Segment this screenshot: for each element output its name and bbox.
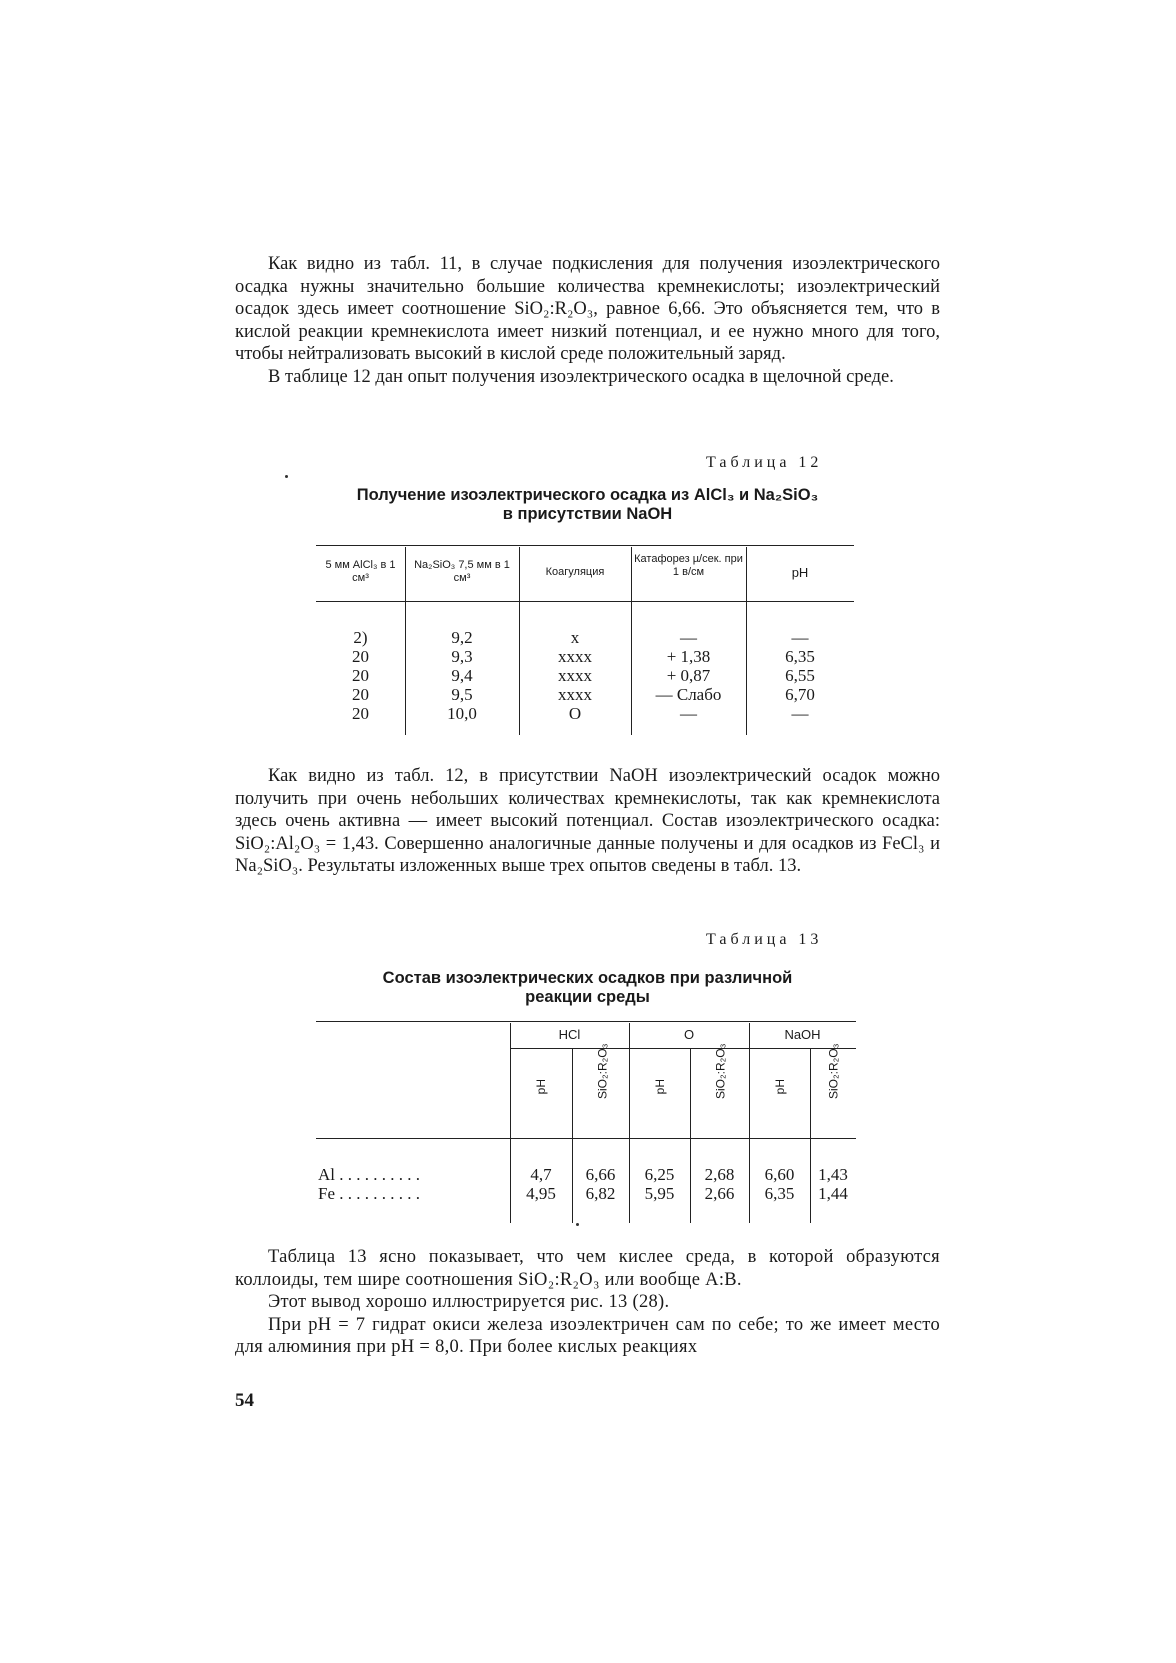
table13-row-label: Fe . . . . . . . . . . xyxy=(318,1184,420,1203)
table13-cell: 2,66 xyxy=(704,1184,735,1203)
table12-cell: 9,2 xyxy=(451,628,473,647)
table13-cell: 4,7 xyxy=(530,1165,552,1184)
table13-subheader: SiO₂:R₂O₃ xyxy=(713,1043,728,1100)
table13-row-label: Al . . . . . . . . . . xyxy=(318,1165,420,1184)
table13-cell: 6,82 xyxy=(585,1184,616,1203)
table12-cell: xxxx xyxy=(558,647,592,666)
table12-header-ph: pH xyxy=(791,565,809,580)
table12-cell: 20 xyxy=(352,704,369,723)
table12-cell: 9,3 xyxy=(451,647,473,666)
table13-cell: 1,43 xyxy=(818,1165,848,1184)
table12-cell: — xyxy=(791,704,809,723)
table12-cell: 9,4 xyxy=(451,666,473,685)
table13-group-hcl: HCl xyxy=(558,1027,581,1042)
scan-speck xyxy=(576,1223,579,1226)
table13-subheader: SiO₂:R₂O₃ xyxy=(826,1043,841,1100)
table12-cell: + 0,87 xyxy=(666,666,711,685)
table13-title xyxy=(260,969,915,1007)
table12-cell: xxxx xyxy=(558,685,592,704)
table12-cell: 20 xyxy=(352,685,369,704)
table13-group-naoh: NaOH xyxy=(784,1027,821,1042)
table12-cell: — xyxy=(680,628,697,647)
table12-cell: 2) xyxy=(353,628,368,647)
table13-cell: 1,44 xyxy=(818,1184,848,1203)
table12-cell: xxxx xyxy=(558,666,592,685)
table12-cell: 6,70 xyxy=(785,685,815,704)
table12-cell: O xyxy=(568,704,582,723)
page-number: 54 xyxy=(235,1390,254,1411)
table12-title-line2: в присутствии NaOH xyxy=(502,505,673,523)
table13-cell: 6,60 xyxy=(764,1165,795,1184)
table12-cell: 9,5 xyxy=(451,685,473,704)
table12-cell: 6,55 xyxy=(785,666,815,685)
table12-cell: 6,35 xyxy=(785,647,815,666)
table13-title-line1: Состав изоэлектрических осадков при различной xyxy=(382,969,793,987)
table12-caption: Таблица 12 xyxy=(706,454,823,471)
table12-title-line1: Получение изоэлектрического осадка из AlCl₃ и Na₂SiO₃ xyxy=(356,486,819,504)
table12-cell: 10,0 xyxy=(447,704,477,723)
middle-paragraph: Как видно из табл. 12, в присутствии NaOH изоэлектрический осадок можно получить при очень небольших количествах кремнекислоты, так как кремнекислота здесь очень активна — имеет высокий потенциал. Состав изоэлектрического осадка: SiO₂:Al₂O₃ = 1,43. Совершенно аналогичные данные получены и для осадков из FeCl₃ и Na₂SiO₃. Результаты изложенных выше трех опытов сведены в табл. 13. xyxy=(235,766,940,876)
table13-cell: 2,68 xyxy=(704,1165,735,1184)
table12-cell: — xyxy=(791,628,809,647)
intro-paragraph-1: Как видно из табл. 11, в случае подкисления для получения изоэлектрического осадка нужны значительно большие количества кремнекислоты; изоэлектрический осадок здесь имеет соотношение SiO₂:R₂O₃, равное 6,66. Это объясняется тем, что в кислой реакции кремнекислота имеет низкий потенциал, и ее нужно много для того, чтобы нейтрализовать высокий в кислой среде положительный заряд. xyxy=(235,254,940,364)
intro-paragraph-2: В таблице 12 дан опыт получения изоэлектрического осадка в щелочной среде. xyxy=(268,366,894,387)
table12-title xyxy=(260,486,915,524)
table13-subheader: pH xyxy=(773,1079,787,1095)
ending-paragraph-2: Этот вывод хорошо иллюстрируется рис. 13 (28). xyxy=(268,1292,670,1312)
table13-cell: 6,35 xyxy=(764,1184,795,1203)
table12-cell: — xyxy=(680,704,697,723)
scan-speck xyxy=(285,475,288,478)
table13-cell: 4,95 xyxy=(526,1184,556,1203)
table13-cell: 6,25 xyxy=(644,1165,675,1184)
table13-cell: 5,95 xyxy=(644,1184,675,1203)
table13-cell: 6,66 xyxy=(585,1165,616,1184)
table12-cell: — Слабо xyxy=(655,685,722,704)
table13-title-line2: реакции среды xyxy=(525,988,650,1006)
middle-text xyxy=(235,765,940,878)
table13-caption: Таблица 13 xyxy=(706,931,823,948)
table12-header-cataphoresis: Катафорез µ/сек. при 1 в/см xyxy=(634,553,743,578)
table12-cell: 20 xyxy=(352,647,369,666)
table12-cell: x xyxy=(570,628,580,647)
table12-header-coagulation: Коагуляция xyxy=(545,566,605,578)
table13-subheader: pH xyxy=(534,1079,548,1095)
table13-group-neutral: O xyxy=(683,1027,695,1042)
table12-header-alcl3: 5 мм AlCl₃ в 1 см³ xyxy=(325,559,396,584)
table13-subheader: pH xyxy=(653,1079,667,1095)
table12-cell: 20 xyxy=(352,666,369,685)
table12-header-na2sio3: Na₂SiO₃ 7,5 мм в 1 см³ xyxy=(414,559,510,584)
ending-paragraph-1: Таблица 13 ясно показывает, что чем кислее среда, в которой образуются коллоиды, тем шире соотношения SiO₂:R₂O₃ или вообще A:B. xyxy=(235,1247,940,1290)
ending-text xyxy=(235,1246,940,1359)
intro-text xyxy=(235,253,940,388)
ending-paragraph-3: При pH = 7 гидрат окиси железа изоэлектричен сам по себе; то же имеет место для алюминия при pH = 8,0. При более кислых реакциях xyxy=(235,1314,940,1357)
table12-cell: + 1,38 xyxy=(666,647,711,666)
table13-subheader: SiO₂:R₂O₃ xyxy=(595,1043,610,1100)
